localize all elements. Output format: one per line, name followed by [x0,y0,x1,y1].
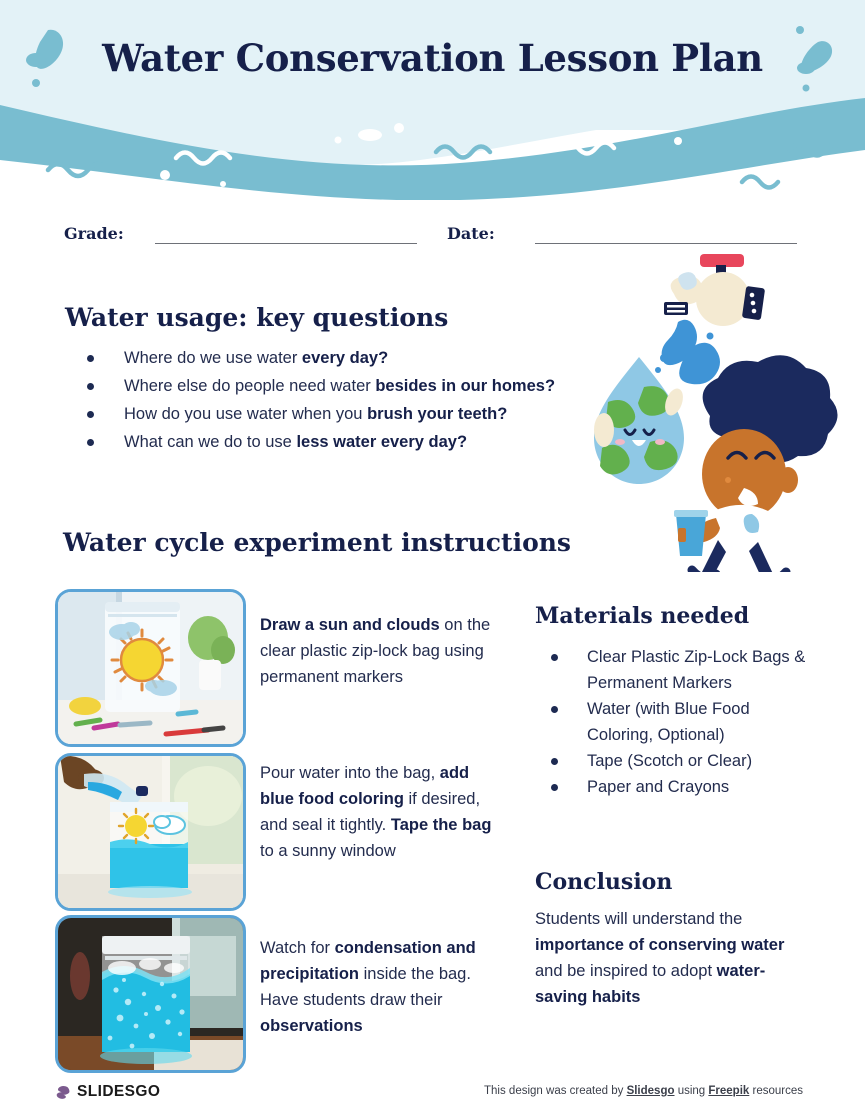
step-text-plain: Pour water into the bag, [260,764,440,782]
conclusion-plain: and be inspired to adopt [535,962,717,980]
slidesgo-logo-text: SLIDESGO [77,1083,161,1100]
step-text-plain: on the clear plastic zip-lock bag using permanent markers [260,616,491,686]
step-3-text [260,935,502,1039]
question-bold: brush your teeth? [367,405,508,423]
step-text-plain: Watch for [260,939,335,957]
materials-heading: Materials needed [535,603,750,629]
step-text-plain: inside the bag. Have students draw their [260,965,471,1009]
step-1-image [55,589,246,747]
earth-water-drop-icon [594,357,686,484]
page-title: Water Conservation Lesson Plan [102,36,763,80]
water-splash-icon [655,320,720,385]
pouring-blue-water-into-bag-photo [58,756,243,908]
water-conservation-illustration [592,252,854,572]
materials-list [543,644,813,800]
step-3-image [55,915,246,1073]
bag-with-condensation-droplets-photo [58,918,243,1070]
step-text-bold: observations [260,1017,363,1035]
date-input-line[interactable] [535,243,797,244]
freepik-link[interactable]: Freepik [708,1085,750,1097]
slidesgo-link[interactable]: Slidesgo [626,1085,675,1097]
zip-lock-bag-with-sun-drawing-photo [58,592,243,744]
questions-heading: Water usage: key questions [65,303,449,332]
credit-plain: This design was created by [484,1085,627,1097]
question-item [80,401,580,427]
experiment-heading: Water cycle experiment instructions [63,528,571,557]
grade-date-row [0,224,865,250]
faucet-icon [664,254,765,326]
credit-plain: resources [749,1085,803,1097]
step-text-bold: add blue food coloring [260,764,470,808]
questions-list [80,345,580,457]
step-text-bold: Tape the bag [390,816,492,834]
question-bold: every day? [301,349,389,367]
material-item: Tape (Scotch or Clear) [543,748,813,774]
material-item: Clear Plastic Zip-Lock Bags & Permanent Markers [543,644,813,696]
step-2-image [55,753,246,911]
question-text: Where do we use water [124,349,302,367]
question-bold: besides in our homes? [375,377,556,395]
step-1-text [260,612,502,690]
slidesgo-mark-icon [55,1084,72,1101]
page-header [0,0,865,200]
page-footer [0,1080,865,1110]
question-item [80,373,580,399]
conclusion-plain: Students will understand the [535,910,743,928]
date-label: Date: [447,224,495,243]
conclusion-bold: importance of conserving water [535,936,785,954]
grade-input-line[interactable] [155,243,417,244]
material-item: Paper and Crayons [543,774,813,800]
conclusion-text [535,906,803,1010]
credit-plain: using [674,1085,709,1097]
slidesgo-logo[interactable] [55,1083,160,1101]
child-with-water-glass-illustration [674,355,838,572]
step-2-text [260,760,502,864]
header-wave-decoration [0,0,865,200]
footer-credit [484,1085,803,1097]
question-text: How do you use water when you [124,405,368,423]
question-text: What can we do to use [124,433,297,451]
question-item [80,429,580,455]
conclusion-heading: Conclusion [535,869,673,895]
step-text-bold: Draw a sun and clouds [260,616,440,634]
grade-label: Grade: [64,224,124,243]
step-text-bold: condensation and precipitation [260,939,476,983]
question-text: Where else do people need water [124,377,376,395]
material-item: Water (with Blue Food Coloring, Optional) [543,696,813,748]
conclusion-bold: water-saving habits [535,962,766,1006]
question-bold: less water every day? [296,433,468,451]
step-text-plain: if desired, and seal it tightly. [260,790,481,834]
question-item [80,345,580,371]
step-text-plain: to a sunny window [260,842,396,860]
